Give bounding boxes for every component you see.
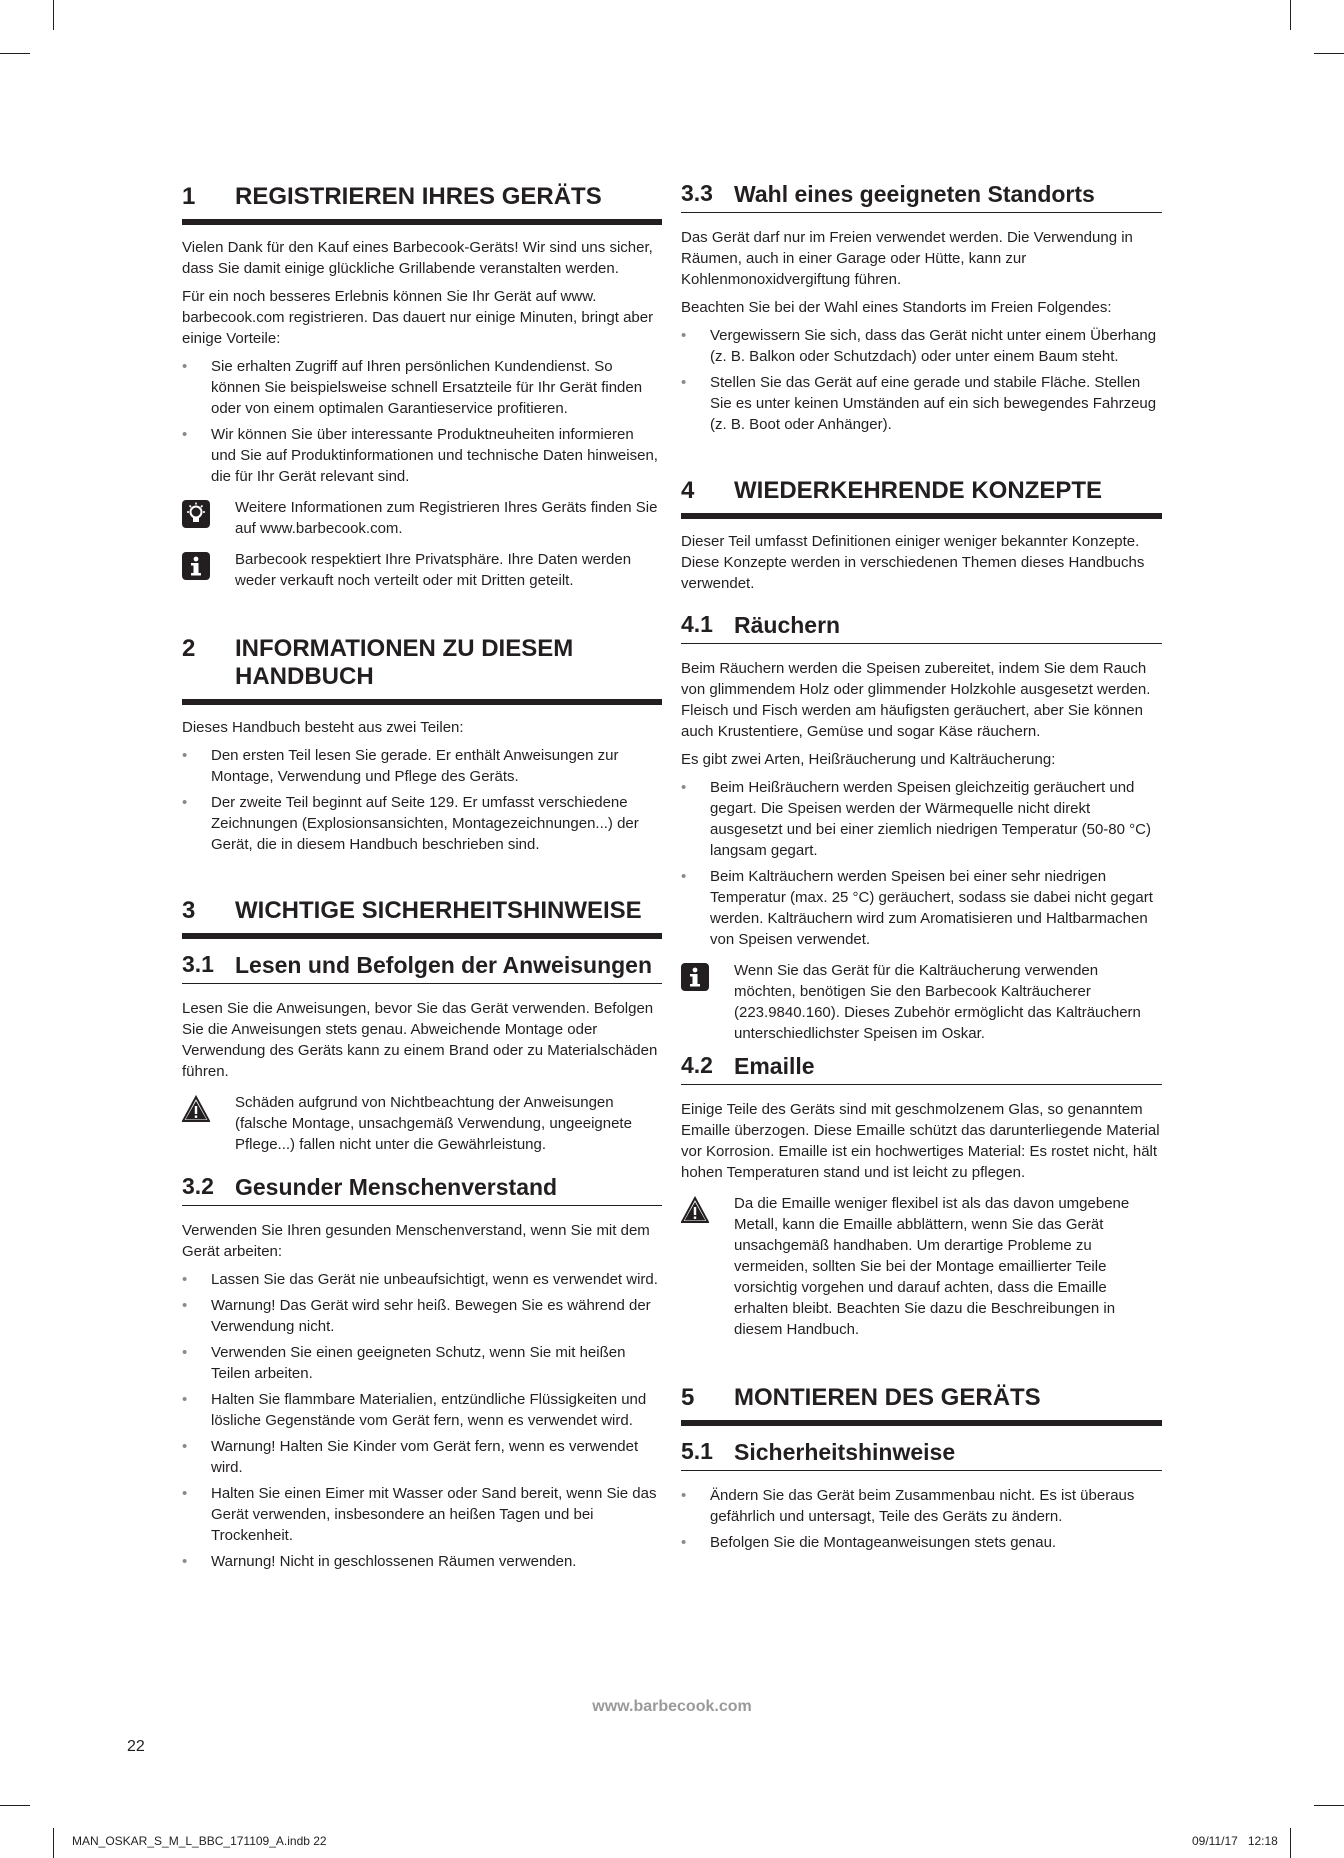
list-item	[182, 1295, 662, 1337]
crop-mark	[0, 53, 30, 54]
info-icon	[681, 963, 709, 991]
bullet-list	[182, 356, 662, 487]
crop-mark	[0, 1805, 30, 1806]
bullet-glyph: •	[182, 747, 188, 764]
bullet-glyph: •	[182, 1297, 188, 1314]
list-item	[182, 1269, 662, 1290]
subsection-number: 3.2	[182, 1173, 214, 1199]
section-number: 1	[182, 183, 196, 210]
note-text: Weitere Informationen zum Registrieren Ihres Geräts finden Sie auf www.barbecook.com.	[235, 499, 658, 537]
list-item	[182, 1551, 662, 1572]
list-item-text: Stellen Sie das Gerät auf eine gerade und stabile Fläche. Stellen Sie es unter keinen Umständen auf ein sich bewegendes Fahrzeug (z. B. Boot oder Anhänger).	[710, 374, 1157, 433]
bullet-list	[681, 325, 1162, 435]
paragraph: Verwenden Sie Ihren gesunden Menschenverstand, wenn Sie mit dem Gerät arbeiten:	[182, 1222, 650, 1260]
list-item-text: Den ersten Teil lesen Sie gerade. Er enthält Anweisungen zur Montage, Verwendung und Pflege des Geräts.	[211, 747, 619, 785]
paragraph: Beim Räuchern werden die Speisen zubereitet, indem Sie dem Rauch von glimmendem Holz oder glimmender Holzkohle ausgesetzt werden. Fleisch und Fisch werden am häufigsten geräuchert, aber Sie können auch Krustentiere, Gemüse und sogar Käse räuchern.	[681, 660, 1151, 740]
list-item-text: Beim Heißräuchern werden Speisen gleichzeitig geräuchert und gegart. Die Speisen werden der Wärmequelle nicht direkt ausgesetzt und bei einer ziemlich niedrigen Temperatur (50-80 °C) langsam gegart.	[710, 779, 1151, 859]
subsection-title: Emaille	[734, 1053, 815, 1079]
bullet-glyph: •	[182, 1271, 188, 1288]
list-item-text: Warnung! Das Gerät wird sehr heiß. Bewegen Sie es während der Verwendung nicht.	[211, 1297, 651, 1335]
list-item	[681, 866, 1162, 950]
crop-mark	[1290, 1828, 1291, 1858]
list-item-text: Sie erhalten Zugriff auf Ihren persönlichen Kundendienst. So können Sie beispielsweise schnell Ersatzteile für Ihr Gerät finden oder von einem optimalen Garantieservice profitieren.	[211, 358, 643, 417]
paragraph: Lesen Sie die Anweisungen, bevor Sie das Gerät verwenden. Befolgen Sie die Anweisungen stets genau. Abweichende Montage oder Verwendung des Geräts kann zu einem Brand oder zu Materialschäden führen.	[182, 1000, 658, 1080]
paragraph: Für ein noch besseres Erlebnis können Sie Ihr Gerät auf www. barbecook.com registrieren. Das dauert nur einige Minuten, bringt aber einige Vorteile:	[182, 288, 654, 347]
crop-mark	[53, 1828, 54, 1858]
bullet-glyph: •	[182, 426, 188, 443]
bullet-list	[182, 745, 662, 855]
list-item-text: Warnung! Nicht in geschlossenen Räumen verwenden.	[211, 1553, 577, 1570]
subsection-heading-4-2	[681, 1052, 1162, 1085]
bullet-glyph: •	[182, 1438, 188, 1455]
print-slug-date: 09/11/17 12:18	[1192, 1834, 1278, 1848]
list-item	[681, 372, 1162, 435]
section-title: INFORMATIONEN ZU DIESEM HANDBUCH	[235, 635, 574, 690]
list-item	[681, 777, 1162, 861]
section-heading-5	[681, 1384, 1162, 1426]
crop-mark	[53, 0, 54, 30]
subsection-number: 4.2	[681, 1052, 713, 1078]
paragraph: Dieses Handbuch besteht aus zwei Teilen:	[182, 719, 464, 736]
note-text: Schäden aufgrund von Nichtbeachtung der Anweisungen (falsche Montage, unsachgemäß Verwendung, ungeeignete Pflege...) fallen nicht unter die Gewährleistung.	[235, 1094, 632, 1153]
section-number: 4	[681, 477, 695, 504]
list-item	[681, 1532, 1162, 1553]
list-item-text: Beim Kalträuchern werden Speisen bei einer sehr niedrigen Temperatur (max. 25 °C) geräuchert, sodass sie dabei nicht gegart werden. Kalträuchern wird zum Aromatisieren und Haltbarmachen von Speisen verwendet.	[710, 868, 1153, 948]
list-item-text: Halten Sie einen Eimer mit Wasser oder Sand bereit, wenn Sie das Gerät verwenden, insbesondere an heißen Tagen und bei Trockenheit.	[211, 1485, 657, 1544]
list-item	[182, 745, 662, 787]
paragraph: Vielen Dank für den Kauf eines Barbecook-Geräts! Wir sind uns sicher, dass Sie damit einige glückliche Grillabende veranstalten werden.	[182, 239, 653, 277]
bullet-glyph: •	[681, 1534, 687, 1551]
bullet-glyph: •	[681, 868, 687, 885]
list-item	[681, 1485, 1162, 1527]
section-title: MONTIEREN DES GERÄTS	[734, 1384, 1041, 1411]
bullet-glyph: •	[681, 779, 687, 796]
list-item	[182, 1483, 662, 1546]
list-item-text: Halten Sie flammbare Materialien, entzündliche Flüssigkeiten und lösliche Gegenstände vom Gerät fern, wenn es verwendet wird.	[211, 1391, 647, 1429]
print-slug-file: MAN_OSKAR_S_M_L_BBC_171109_A.indb 22	[72, 1834, 327, 1848]
section-title: REGISTRIEREN IHRES GERÄTS	[235, 183, 602, 210]
list-item-text: Verwenden Sie einen geeigneten Schutz, wenn Sie mit heißen Teilen arbeiten.	[211, 1344, 626, 1382]
paragraph: Beachten Sie bei der Wahl eines Standorts im Freien Folgendes:	[681, 299, 1112, 316]
list-item-text: Warnung! Halten Sie Kinder vom Gerät fern, wenn es verwendet wird.	[211, 1438, 639, 1476]
list-item	[182, 792, 662, 855]
section-number: 2	[182, 635, 196, 662]
info-note	[182, 549, 662, 591]
subsection-title: Lesen und Befolgen der Anweisungen	[235, 952, 653, 978]
list-item	[182, 356, 662, 419]
subsection-heading-5-1	[681, 1438, 1162, 1471]
subsection-heading-4-1	[681, 611, 1162, 644]
bullet-glyph: •	[182, 358, 188, 375]
warning-icon	[681, 1196, 709, 1224]
paragraph: Es gibt zwei Arten, Heißräucherung und Kalträucherung:	[681, 751, 1056, 768]
paragraph: Einige Teile des Geräts sind mit geschmolzenem Glas, so genanntem Emaille überzogen. Diese Emaille schützt das darunterliegende Material vor Korrosion. Emaille ist ein hochwertiges Material: Es rostet nicht, hält hohen Temperaturen stand und ist leicht zu pflegen.	[681, 1101, 1160, 1181]
footer-url: www.barbecook.com	[592, 1698, 752, 1715]
crop-mark	[1314, 1805, 1344, 1806]
lightbulb-icon	[182, 500, 210, 528]
crop-mark	[1290, 0, 1291, 30]
bullet-glyph: •	[182, 1391, 188, 1408]
crop-mark	[1314, 53, 1344, 54]
list-item-text: Lassen Sie das Gerät nie unbeaufsichtigt, wenn es verwendet wird.	[211, 1271, 658, 1288]
right-column	[681, 180, 1162, 1559]
subsection-number: 4.1	[681, 611, 713, 637]
left-column	[182, 183, 662, 1578]
subsection-title: Wahl eines geeigneten Standorts	[734, 181, 1095, 207]
bullet-list	[681, 777, 1162, 950]
subsection-heading-3-2	[182, 1173, 662, 1206]
warning-icon	[182, 1095, 210, 1123]
page-number: 22	[127, 1738, 145, 1755]
section-heading-1	[182, 183, 662, 225]
subsection-title: Gesunder Menschenverstand	[235, 1174, 558, 1200]
subsection-number: 5.1	[681, 1438, 713, 1464]
list-item	[182, 424, 662, 487]
note-text: Barbecook respektiert Ihre Privatsphäre. Ihre Daten werden weder verkauft noch verteilt oder mit Dritten geteilt.	[235, 551, 632, 589]
list-item-text: Wir können Sie über interessante Produktneuheiten informieren und Sie auf Produktinformationen und technische Daten hinweisen, die für Ihr Gerät relevant sind.	[211, 426, 658, 485]
bullet-glyph: •	[182, 1485, 188, 1502]
list-item-text: Ändern Sie das Gerät beim Zusammenbau nicht. Es ist überaus gefährlich und untersagt, Teile des Geräts zu ändern.	[710, 1487, 1135, 1525]
subsection-heading-3-1	[182, 951, 662, 984]
bullet-list	[182, 1269, 662, 1572]
warning-note	[182, 1092, 662, 1155]
list-item	[182, 1389, 662, 1431]
list-item-text: Der zweite Teil beginnt auf Seite 129. Er umfasst verschiedene Zeichnungen (Explosionsansichten, Montagezeichnungen...) der Gerät, die in diesem Handbuch beschrieben sind.	[211, 794, 639, 853]
list-item	[182, 1342, 662, 1384]
tip-note	[182, 497, 662, 539]
subsection-heading-3-3	[681, 180, 1162, 213]
note-text: Wenn Sie das Gerät für die Kalträucherung verwenden möchten, benötigen Sie den Barbecook Kalträucherer (223.9840.160). Dieses Zubehör ermöglicht das Kalträuchern unterschiedlichster Speisen im Oskar.	[734, 962, 1141, 1042]
section-heading-4	[681, 477, 1162, 519]
bullet-glyph: •	[681, 374, 687, 391]
bullet-glyph: •	[182, 794, 188, 811]
list-item-text: Befolgen Sie die Montageanweisungen stets genau.	[710, 1534, 1057, 1551]
section-title: WIEDERKEHRENDE KONZEPTE	[734, 477, 1103, 504]
bullet-glyph: •	[681, 327, 687, 344]
list-item	[681, 325, 1162, 367]
bullet-list	[681, 1485, 1162, 1553]
info-icon	[182, 552, 210, 580]
note-text: Da die Emaille weniger flexibel ist als das davon umgebene Metall, kann die Emaille abblättern, wenn Sie das Gerät unsachgemäß handhaben. Um derartige Probleme zu vermeiden, sollten Sie bei der Montage emaillierter Teile vorsichtig vorgehen und darauf achten, dass die Emaille erhalten bleibt. Beachten Sie dazu die Beschreibungen in diesem Handbuch.	[734, 1195, 1130, 1338]
list-item	[182, 1436, 662, 1478]
info-note	[681, 960, 1162, 1044]
bullet-glyph: •	[182, 1553, 188, 1570]
bullet-glyph: •	[182, 1344, 188, 1361]
subsection-number: 3.3	[681, 180, 713, 206]
section-heading-3	[182, 897, 662, 939]
list-item-text: Vergewissern Sie sich, dass das Gerät nicht unter einem Überhang (z. B. Balkon oder Schutzdach) oder unter einem Baum steht.	[710, 327, 1157, 365]
subsection-number: 3.1	[182, 951, 214, 977]
subsection-title: Sicherheitshinweise	[734, 1439, 956, 1465]
section-number: 5	[681, 1384, 695, 1411]
bullet-glyph: •	[681, 1487, 687, 1504]
section-title: WICHTIGE SICHERHEITSHINWEISE	[235, 897, 642, 924]
paragraph: Dieser Teil umfasst Definitionen einiger weniger bekannter Konzepte. Diese Konzepte werden in verschiedenen Themen dieses Handbuchs verwendet.	[681, 533, 1145, 592]
warning-note	[681, 1193, 1162, 1340]
subsection-title: Räuchern	[734, 612, 841, 638]
section-number: 3	[182, 897, 196, 924]
section-heading-2	[182, 635, 662, 705]
paragraph: Das Gerät darf nur im Freien verwendet werden. Die Verwendung in Räumen, auch in einer Garage oder Hütte, kann zur Kohlenmonoxidvergiftung führen.	[681, 229, 1133, 288]
